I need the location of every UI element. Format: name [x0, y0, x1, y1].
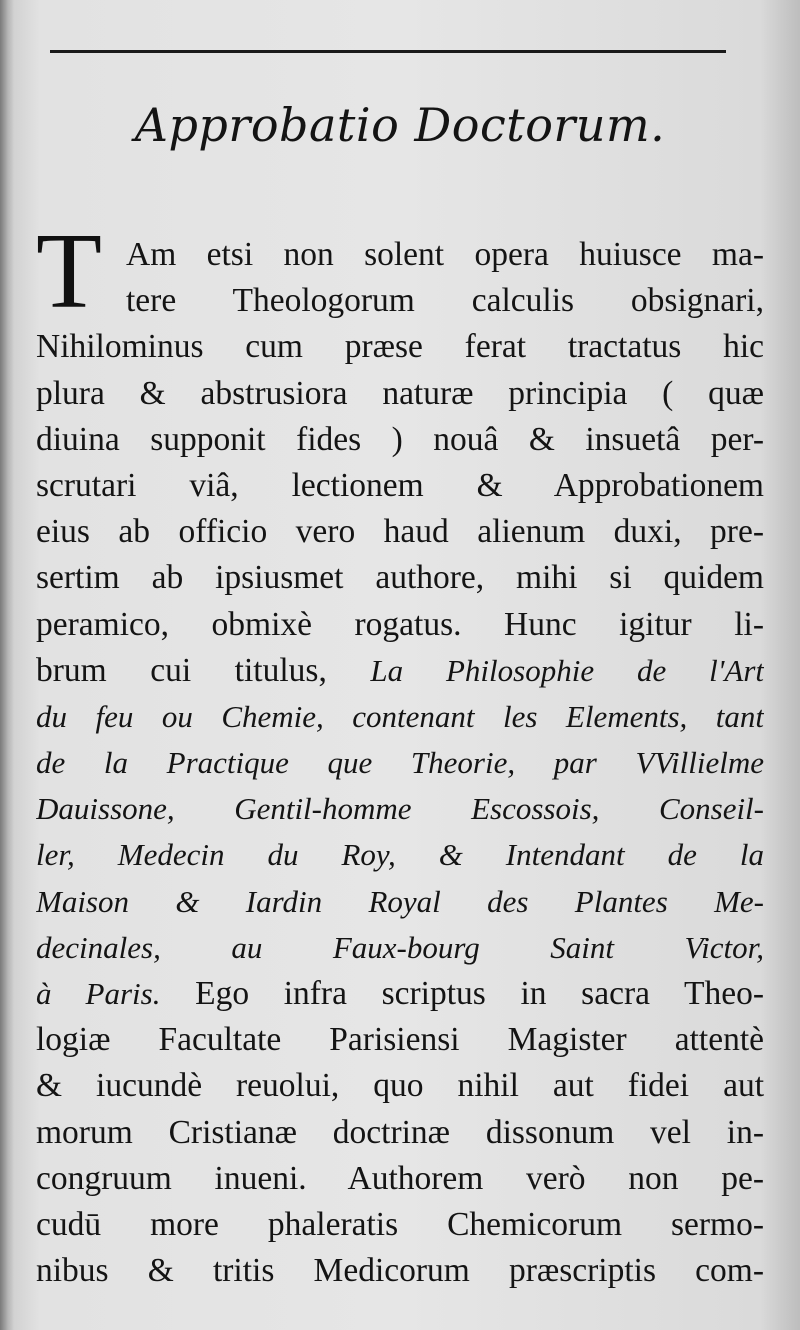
- text-line: peramico, obmixè rogatus. Hunc igitur li-: [36, 605, 764, 643]
- text-line: eius ab officio vero haud alienum duxi, pre-: [36, 513, 764, 551]
- text-line-italic: de la Practique que Theorie, par VVillielme: [36, 745, 764, 781]
- text-segment-roman: brum cui titulus,: [36, 651, 327, 689]
- text-line: tere Theologorum calculis obsignari,: [126, 282, 764, 320]
- text-line: Nihilominus cum præse ferat tractatus hic: [36, 328, 764, 366]
- text-line-italic: decinales, au Faux-bourg Saint Victor,: [36, 929, 764, 965]
- text-line-italic: ler, Medecin du Roy, & Intendant de la: [36, 837, 764, 873]
- text-line: diuina supponit fides ) nouâ & insuetâ per-: [36, 420, 764, 458]
- text-line: logiæ Facultate Parisiensi Magister attentè: [36, 1021, 764, 1059]
- text-line: morum Cristianæ doctrinæ dissonum vel in-: [36, 1113, 764, 1151]
- page-gutter-shadow: [0, 0, 14, 1330]
- text-line: plura & abstrusiora naturæ principia ( quæ: [36, 374, 764, 412]
- header-rule: [50, 50, 726, 53]
- text-line: nibus & tritis Medicorum præscriptis com-: [36, 1252, 764, 1290]
- body-text: [36, 232, 764, 1294]
- text-line: Am etsi non solent opera huiusce ma-: [126, 236, 764, 273]
- text-line: scrutari viâ, lectionem & Approbationem: [36, 466, 764, 504]
- text-segment-italic: La Philosophie de l'Art: [370, 652, 764, 688]
- text-line-mixed: [36, 971, 764, 1017]
- text-line-italic: du feu ou Chemie, contenant les Elements, tant: [36, 698, 764, 734]
- text-line-italic: Dauissone, Gentil-homme Escossois, Conseil-: [36, 791, 764, 827]
- text-segment-roman: Ego infra scriptus in sacra Theo-: [195, 975, 764, 1012]
- text-segment-italic: à Paris.: [36, 976, 161, 1011]
- text-line: congruum inueni. Authorem verò non pe-: [36, 1159, 764, 1197]
- page-heading: Approbatio Doctorum.: [134, 98, 666, 152]
- text-line: sertim ab ipsiusmet authore, mihi si quidem: [36, 559, 764, 597]
- text-line-mixed: [36, 648, 764, 694]
- text-line: cudū more phaleratis Chemicorum sermo-: [36, 1205, 764, 1243]
- drop-cap: T: [36, 212, 102, 331]
- text-line: & iucundè reuolui, quo nihil aut fidei aut: [36, 1067, 764, 1105]
- text-line-italic: Maison & Iardin Royal des Plantes Me-: [36, 883, 764, 919]
